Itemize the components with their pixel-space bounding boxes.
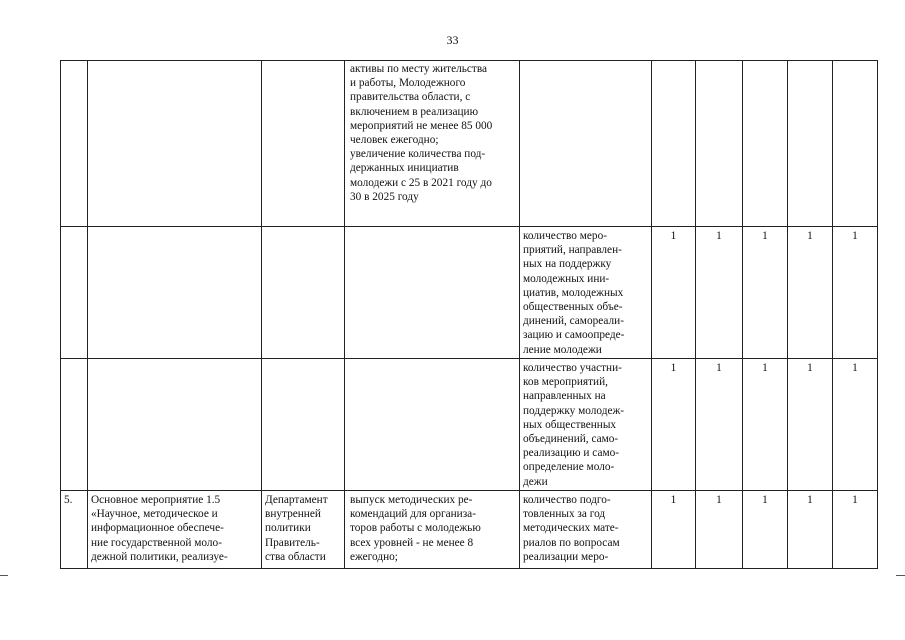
row3-value-2: 1 — [716, 362, 722, 374]
scan-edge-mark-right — [896, 575, 905, 576]
row4-event-cell: Основное мероприятие 1.5 «Научное, методическое и информационное обеспече- ние государственной моло- дежной политики, реализуе- — [91, 494, 228, 563]
row4-value-4: 1 — [807, 494, 813, 506]
row2-value-3: 1 — [762, 230, 768, 242]
scan-edge-mark-left — [0, 575, 8, 576]
row3-value-3: 1 — [762, 362, 768, 374]
row-divider — [60, 490, 878, 491]
row2-value-2: 1 — [716, 230, 722, 242]
row2-indicator-cell: количество меро- приятий, направлен- ных на поддержку молодежных ини- циатив, молодежных общественных объе- динений, самореали- зацию и самоопреде- ление молодежи — [523, 230, 625, 356]
row4-number-cell: 5. — [64, 494, 73, 506]
row1-result-cell: активы по месту жительства и работы, Молодежного правительства области, с включением в реализацию мероприятий не менее 85 000 человек ежегодно; увеличение количества под- держанных инициатив молодежи с 25 в 2021 году до 30 в 2025 году — [350, 63, 493, 203]
table-divider — [87, 60, 88, 569]
table-border-top — [60, 60, 878, 61]
row2-value-4: 1 — [807, 230, 813, 242]
row2-value-5: 1 — [852, 230, 858, 242]
row-divider — [60, 358, 878, 359]
table-divider — [261, 60, 262, 569]
row4-value-3: 1 — [762, 494, 768, 506]
row3-indicator-cell: количество участни- ков мероприятий, направленных на поддержку молодеж- ных общественных объединений, само- реализацию и само- определение моло- дежи — [523, 362, 625, 488]
row3-value-4: 1 — [807, 362, 813, 374]
row-divider — [60, 226, 878, 227]
table-border-left — [60, 60, 61, 569]
row4-value-2: 1 — [716, 494, 722, 506]
row4-value-1: 1 — [670, 494, 677, 506]
table-divider — [519, 60, 520, 569]
row4-result-cell: выпуск методических ре- комендаций для организа- торов работы с молодежью всех уровней - не менее 8 ежегодно; — [350, 494, 481, 563]
table-border-bottom — [60, 568, 878, 569]
table-divider — [344, 60, 345, 569]
row2-value-1: 1 — [670, 230, 677, 242]
row3-value-1: 1 — [670, 362, 677, 374]
row3-value-5: 1 — [852, 362, 858, 374]
row4-executor-cell: Департамент внутренней политики Правитель- ства области — [265, 494, 328, 563]
table-border-right — [877, 60, 878, 569]
page-number: 33 — [446, 33, 459, 47]
row4-indicator-cell: количество подго- товленных за год методических мате- риалов по вопросам реализации меро- — [523, 494, 620, 563]
row4-value-5: 1 — [852, 494, 858, 506]
